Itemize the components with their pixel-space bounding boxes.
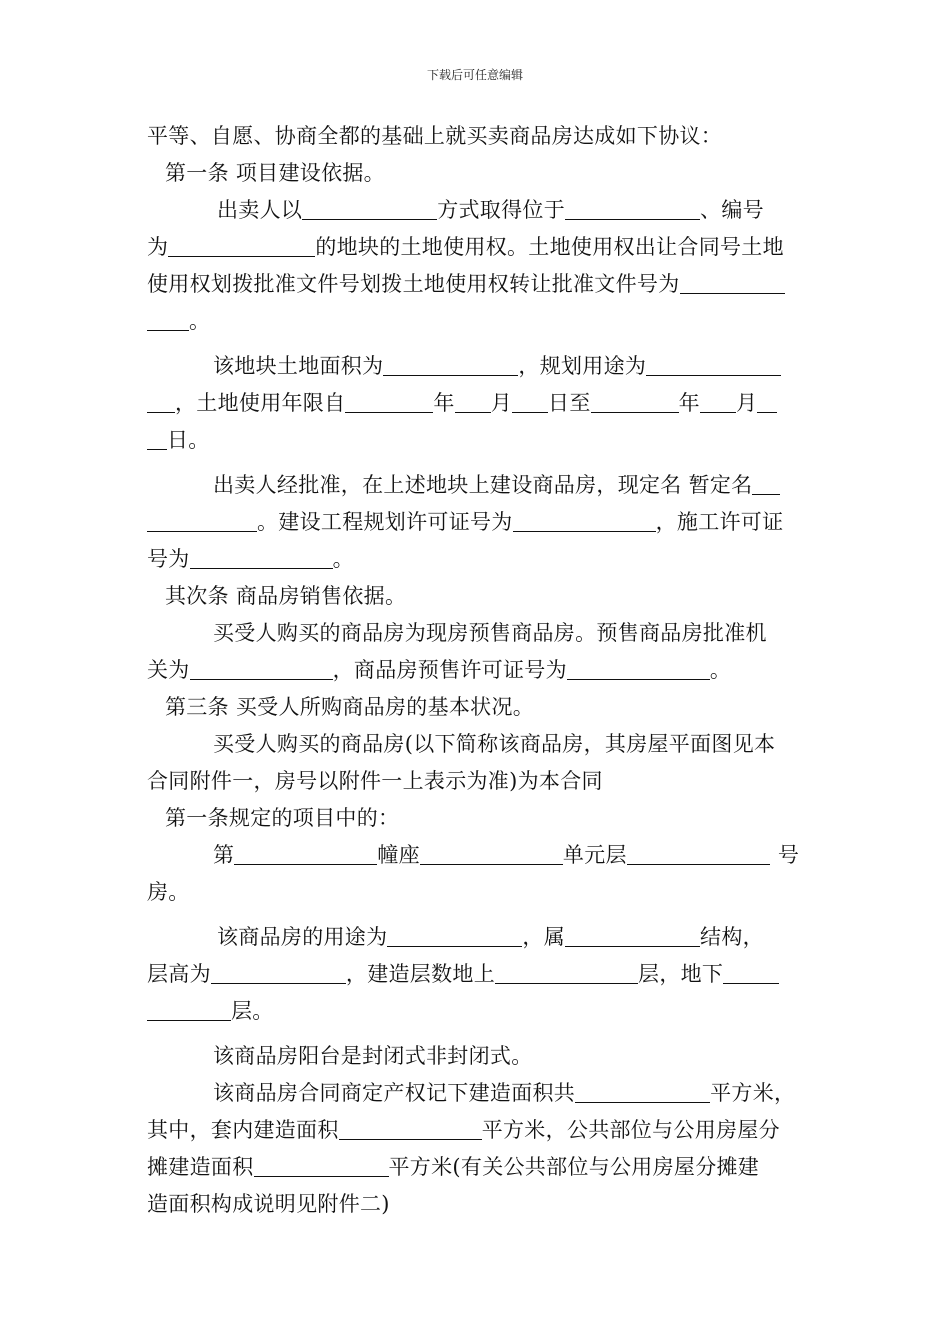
- intro-line: 平等、自愿、协商全都的基础上就买卖商品房达成如下协议：: [147, 124, 723, 148]
- building-blank[interactable]: [234, 843, 377, 865]
- usage-line: 该商品房的用途为 ，属 结构，: [217, 925, 764, 949]
- permit-number-blank[interactable]: [680, 272, 785, 294]
- land-permit-line: 使用权划拨批准文件号划拨土地使用权转让批准文件号为: [147, 266, 812, 303]
- presale-authority-line: 关为 ，商品房预售许可证号为 。: [147, 658, 732, 682]
- unit-location-line: 第 幢座 单元层 号: [213, 843, 800, 867]
- approval-authority-blank[interactable]: [190, 658, 333, 680]
- start-day-blank[interactable]: [512, 391, 548, 413]
- presale-permit-blank[interactable]: [567, 658, 710, 680]
- house-description-line-2: 合同附件一，房号以附件一上表示为准)为本合同: [147, 769, 603, 793]
- land-area-blank[interactable]: [383, 354, 518, 376]
- land-area-line: 该地块土地面积为 ，规划用途为: [147, 348, 812, 385]
- land-permit-line-end: 。: [147, 303, 812, 340]
- project-name-blank-cont[interactable]: [147, 510, 257, 532]
- planned-use-blank-cont[interactable]: [147, 391, 175, 413]
- land-term-line: ，土地使用年限自 年 月 日至 年 月: [147, 385, 812, 422]
- total-area-blank[interactable]: [575, 1081, 710, 1103]
- area-total-line: 该商品房合同商定产权记下建造面积共 平方米，: [213, 1081, 796, 1105]
- floor-height-blank[interactable]: [211, 962, 346, 984]
- planning-permit-line: 。建设工程规划许可证号为 ，施工许可证: [147, 504, 812, 541]
- balcony-line: 该商品房阳台是封闭式非封闭式。: [213, 1044, 533, 1068]
- location-blank[interactable]: [565, 198, 700, 220]
- contract-body: [147, 118, 812, 1223]
- area-shared-line-end: 造面积构成说明见附件二): [147, 1192, 390, 1216]
- article-3-heading: 第三条 买受人所购商品房的基本状况。: [165, 695, 535, 719]
- floor-height-line-end: 层。: [147, 993, 812, 1030]
- page-header-note: 下载后可任意编辑: [426, 68, 523, 82]
- floors-below-blank[interactable]: [723, 962, 779, 984]
- inner-area-blank[interactable]: [339, 1118, 482, 1140]
- land-term-line-end: 日。: [147, 422, 812, 459]
- permit-number-blank-cont[interactable]: [147, 309, 189, 331]
- area-shared-line: 摊建造面积 平方米(有关公共部位与公用房屋分摊建: [147, 1155, 760, 1179]
- project-name-line: 出卖人经批准，在上述地块上建设商品房，现定名 暂定名: [147, 467, 812, 504]
- start-year-blank[interactable]: [345, 391, 433, 413]
- room-number-blank[interactable]: [627, 843, 770, 865]
- end-year-blank[interactable]: [591, 391, 679, 413]
- article-2-heading: 其次条 商品房销售依据。: [165, 584, 407, 608]
- floors-below-blank-cont[interactable]: [147, 999, 231, 1021]
- land-acquisition-line: 出卖人以 方式取得位于 、编号: [217, 198, 764, 222]
- shared-area-blank[interactable]: [254, 1155, 389, 1177]
- end-day-blank-cont[interactable]: [147, 428, 167, 450]
- land-number-line: 为 的地块的土地使用权。土地使用权出让合同号土地: [147, 235, 784, 259]
- construction-permit-blank[interactable]: [190, 547, 333, 569]
- planning-permit-blank[interactable]: [513, 510, 656, 532]
- article-1-heading: 第一条 项目建设依据。: [165, 161, 385, 185]
- planned-use-blank[interactable]: [646, 354, 781, 376]
- unit-floor-blank[interactable]: [420, 843, 563, 865]
- end-day-blank[interactable]: [757, 391, 777, 413]
- construction-permit-line: 号为 。: [147, 547, 354, 571]
- project-name-blank[interactable]: [752, 473, 780, 495]
- presale-line: 买受人购买的商品房为现房预售商品房。预售商品房批准机: [213, 621, 767, 645]
- start-month-blank[interactable]: [455, 391, 491, 413]
- end-month-blank[interactable]: [700, 391, 736, 413]
- acquisition-method-blank[interactable]: [302, 198, 437, 220]
- floors-above-blank[interactable]: [495, 962, 638, 984]
- area-inner-line: 其中，套内建造面积 平方米，公共部位与公用房屋分: [147, 1118, 780, 1142]
- house-description-line-3: 第一条规定的项目中的：: [165, 806, 400, 830]
- unit-location-line-end: 房。: [147, 880, 190, 904]
- land-number-blank[interactable]: [168, 235, 315, 257]
- house-description-line: 买受人购买的商品房(以下简称该商品房，其房屋平面图见本: [213, 732, 776, 756]
- structure-blank[interactable]: [565, 925, 700, 947]
- floor-height-line: 层高为 ，建造层数地上 层，地下: [147, 956, 812, 993]
- usage-blank[interactable]: [387, 925, 522, 947]
